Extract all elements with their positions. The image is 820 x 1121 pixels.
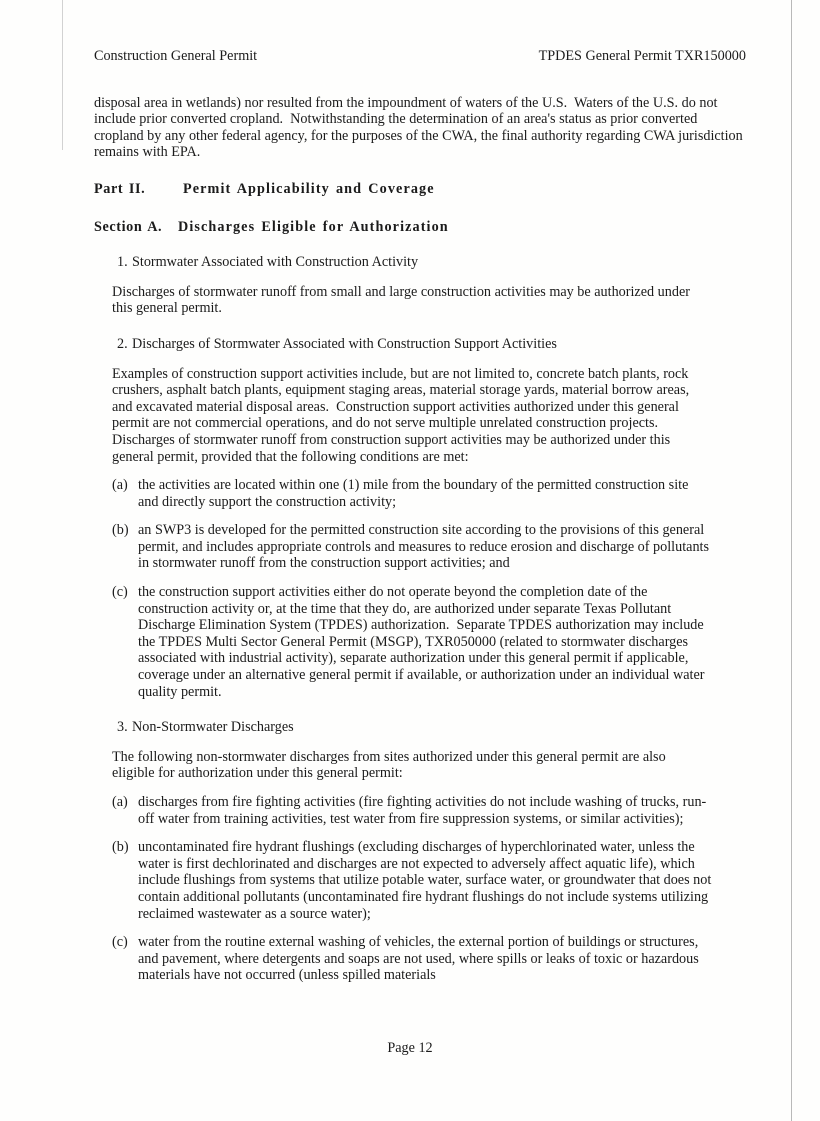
item-1-title: Stormwater Associated with Construction Activity	[132, 254, 419, 271]
item-2-subitem-a	[112, 477, 712, 510]
numbered-item-1	[117, 254, 746, 271]
subitem-text: the activities are located within one (1) mile from the boundary of the permitted construction site and directly support the construction activity;	[138, 477, 692, 510]
item-2-subitem-c	[112, 584, 712, 700]
header-document-title: Construction General Permit	[94, 48, 258, 64]
item-1-paragraph: Discharges of stormwater runoff from small and large construction activities may be authorized under this general permit.	[112, 283, 694, 317]
section-heading	[94, 219, 746, 236]
item-2-paragraph: Examples of construction support activities include, but are not limited to, concrete batch plants, rock crushers, asphalt batch plants, equipment staging areas, material storage yards, material borrow areas, and excavated material disposal areas. Construction support activities authorized under this general permit are not commercial operations, and do not serve multiple unrelated construction projects. Discharges of stormwater runoff from construction support activities may be authorized under this general permit, provided that the following conditions are met:	[112, 365, 693, 465]
page-content	[94, 48, 746, 984]
part-heading-label: Part II.	[94, 180, 146, 197]
item-2-title: Discharges of Stormwater Associated with Construction Support Activities	[132, 335, 557, 352]
page-left-edge-line	[62, 0, 63, 150]
item-3-number: 3.	[117, 719, 128, 736]
section-heading-label: Section A.	[94, 218, 163, 235]
page-number: Page 12	[387, 1040, 433, 1056]
item-3-paragraph: The following non-stormwater discharges from sites authorized under this general permit are also eligible for authorization under this general permit:	[112, 748, 670, 782]
header-permit-number: TPDES General Permit TXR150000	[538, 48, 746, 64]
item-3-subitem-a	[112, 794, 712, 827]
subitem-label: (a)	[112, 794, 128, 810]
subitem-text: water from the routine external washing of vehicles, the external portion of buildings or structures, and pavement, where detergents and soaps are not used, where spills or leaks of toxic or hazardous materials have not occurred (unless spilled materials	[138, 934, 703, 984]
subitem-label: (a)	[112, 477, 128, 494]
subitem-label: (b)	[112, 522, 129, 539]
item-3-subitem-b	[112, 839, 715, 922]
item-1-number: 1.	[117, 254, 128, 271]
item-3-subitem-c	[112, 934, 712, 984]
page-right-edge-line	[791, 0, 792, 1121]
subitem-label: (c)	[112, 584, 128, 601]
numbered-item-3	[117, 719, 746, 736]
item-2-subitem-b	[112, 522, 712, 572]
intro-paragraph: disposal area in wetlands) nor resulted from the impoundment of waters of the U.S. Waters of the U.S. do not include prior converted cropland. Notwithstanding the determination of an area's status as prior converted cropland by any other federal agency, for the purposes of the CWA, the final authority regarding CWA jurisdiction remains with EPA.	[94, 94, 747, 161]
subitem-label: (b)	[112, 839, 129, 856]
subitem-label: (c)	[112, 934, 128, 951]
item-2-number: 2.	[117, 335, 128, 352]
numbered-item-2	[117, 336, 746, 353]
subitem-text: the construction support activities either do not operate beyond the completion date of the construction activity or, at the time that they do, are authorized under separate Texas Pollutant Discharge Elimination System (TPDES) authorization. Separate TPDES authorization may include the TPDES Multi Sector General Permit (MSGP), TXR050000 (related to stormwater discharges associated with industrial activity), separate authorization under this general permit if applicable, coverage under an alternative general permit if available, or authorization under an individual water quality permit.	[138, 584, 709, 700]
part-heading	[94, 181, 746, 198]
subitem-text: discharges from fire fighting activities (fire fighting activities do not include washing of trucks, run-off water from training activities, test water from fire suppression systems, or similar activities);	[138, 794, 707, 827]
page-header	[94, 48, 746, 65]
subitem-text: an SWP3 is developed for the permitted construction site according to the provisions of this general permit, and includes appropriate controls and measures to reduce erosion and discharge of pollutants in stormwater runoff from the construction support activities; and	[138, 522, 713, 572]
part-heading-title: Permit Applicability and Coverage	[183, 180, 435, 197]
item-3-title: Non-Stormwater Discharges	[132, 719, 294, 736]
subitem-text: uncontaminated fire hydrant flushings (excluding discharges of hyperchlorinated water, unless the water is first dechlorinated and discharges are not expected to adversely affect aquatic life), which include flushings from systems that utilize potable water, surface water, or groundwater that does not contain additional pollutants (uncontaminated fire hydrant flushings do not include systems utilizing reclaimed wastewater as a source water);	[138, 839, 715, 922]
section-heading-title: Discharges Eligible for Authorization	[178, 218, 449, 235]
